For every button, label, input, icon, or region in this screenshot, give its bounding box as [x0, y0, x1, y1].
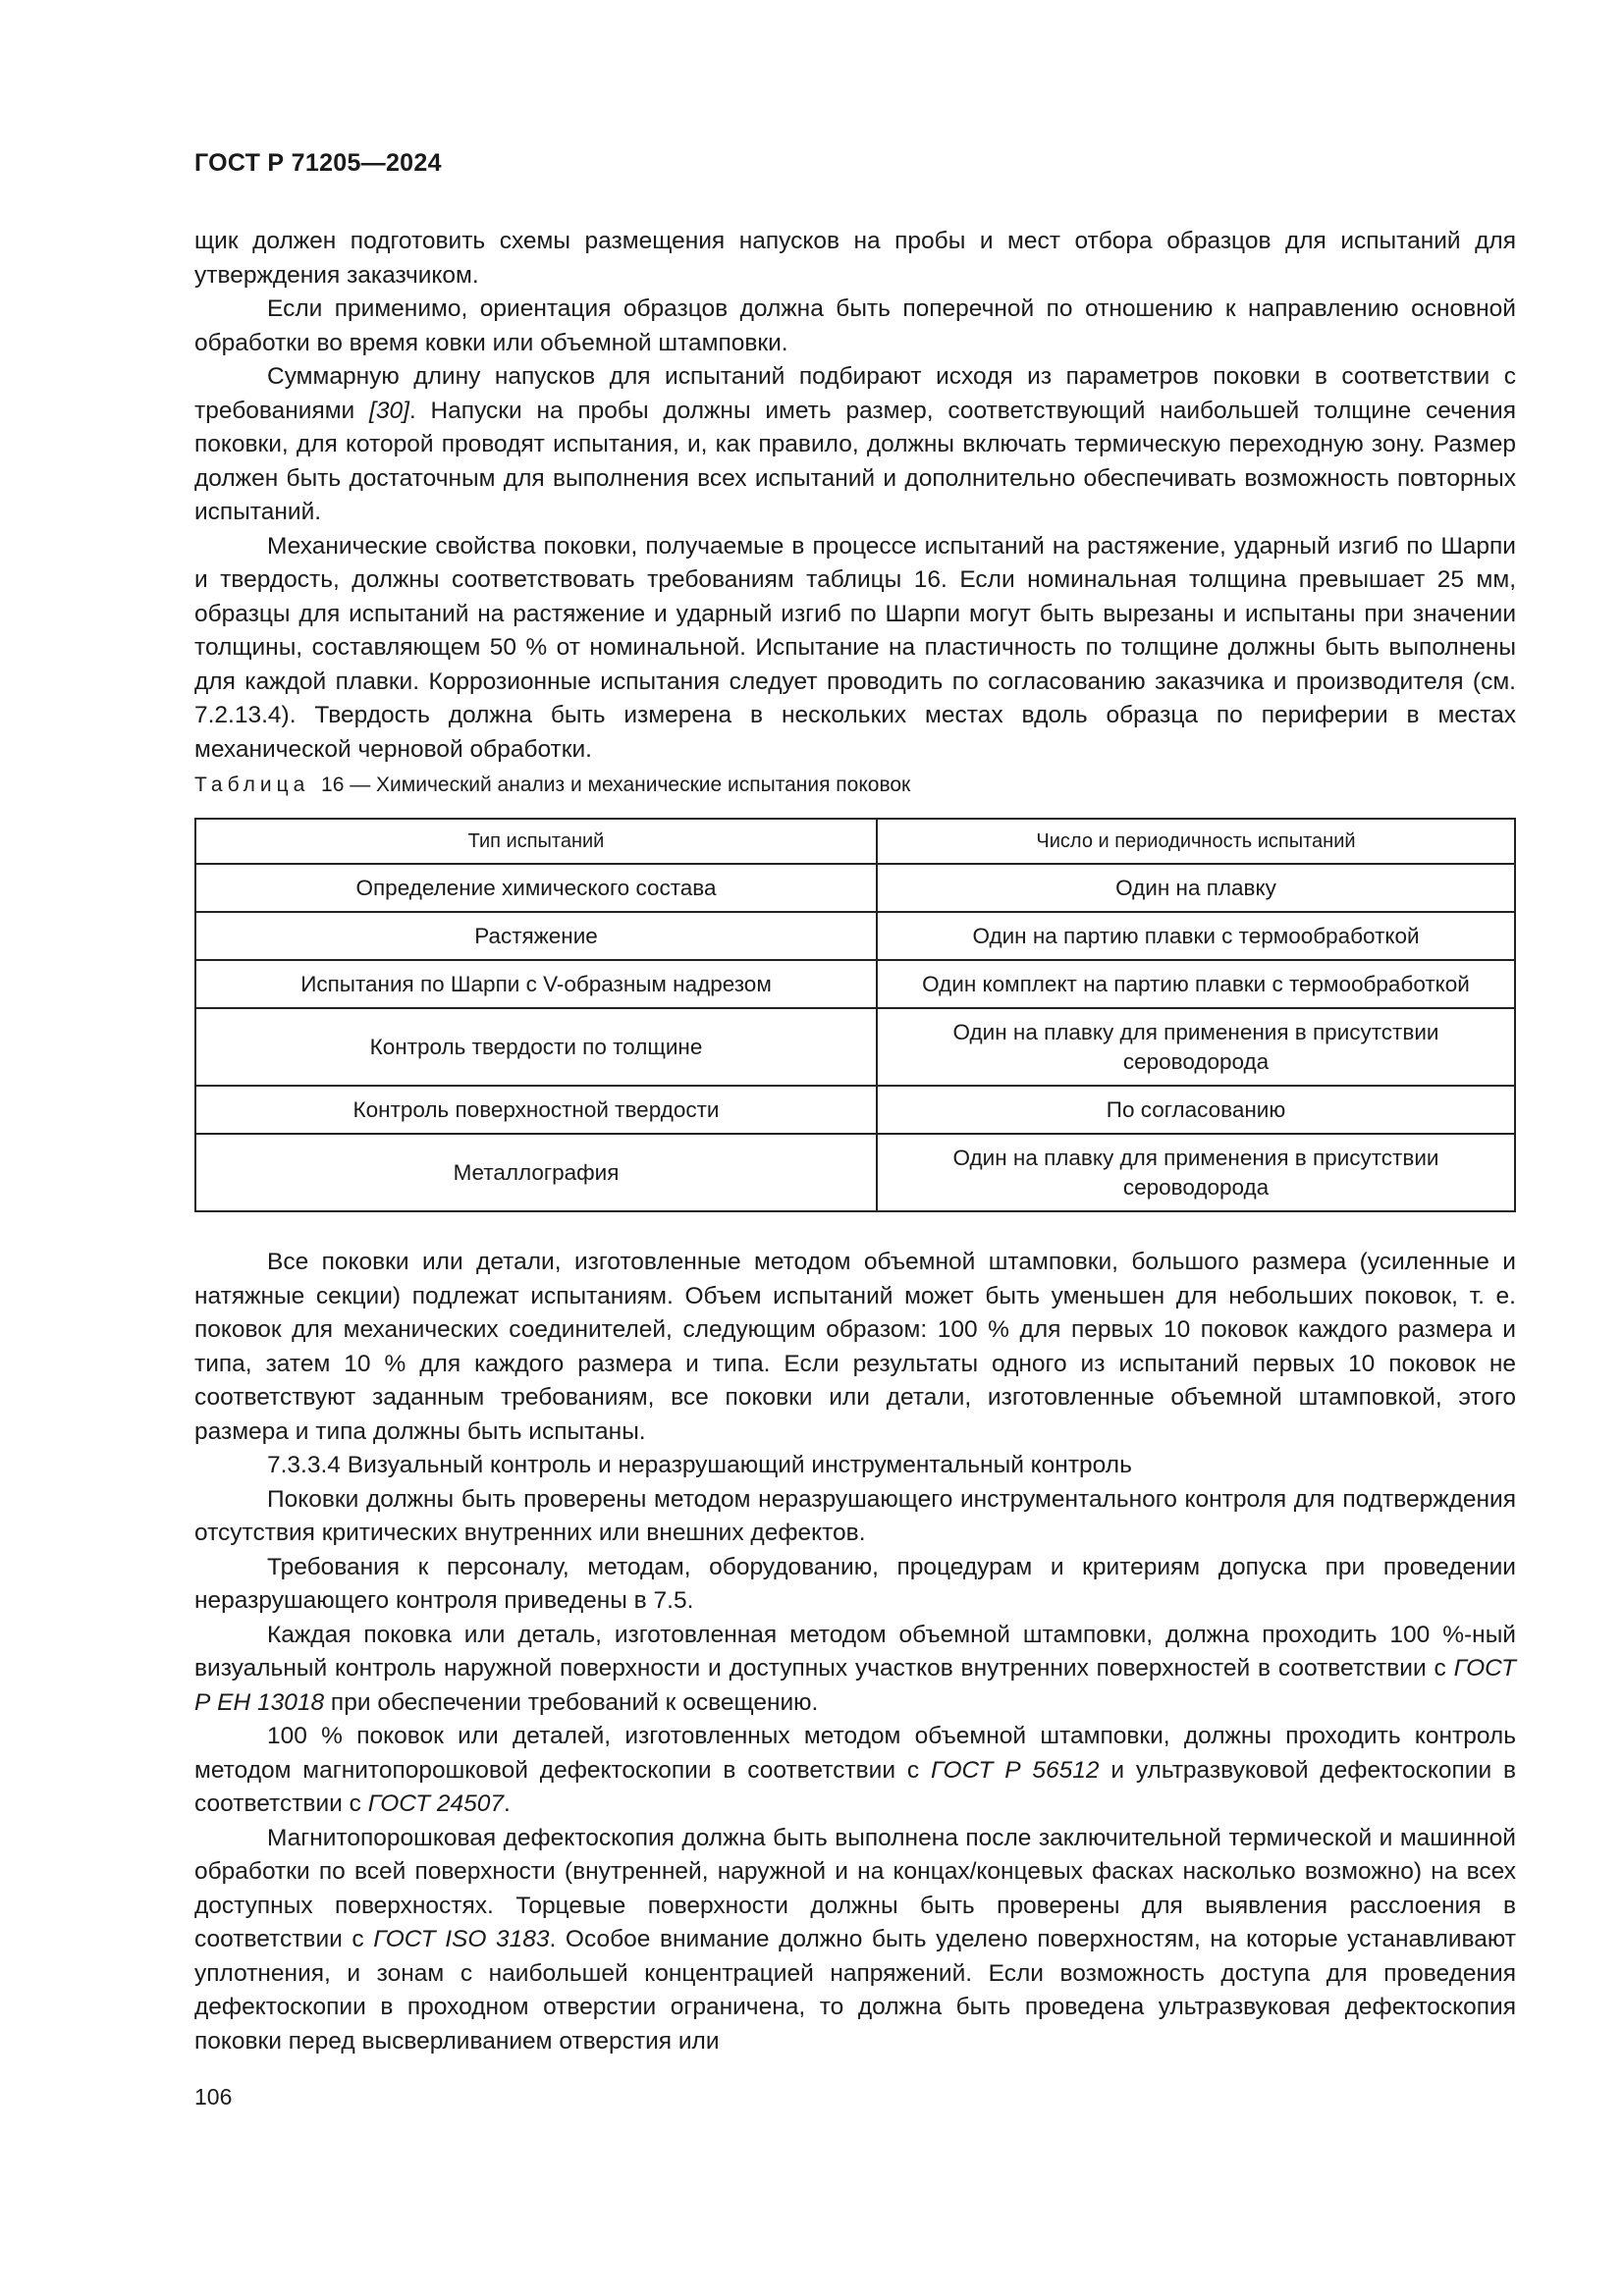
table-cell: Один на плавку для применения в присутствии сероводорода — [877, 1008, 1515, 1086]
table-row — [195, 1086, 1515, 1134]
table-cell: Контроль поверхностной твердости — [195, 1086, 877, 1134]
paragraph: Каждая поковка или деталь, изготовленная методом объемной штамповки, должна проходить 100 %-ный визуальный контроль наружной поверхности и доступных участков внутренних поверхностей в соответствии с ГОСТ Р ЕН 13018 при обеспечении требований к освещению. — [194, 1621, 1516, 1716]
table-header-row — [195, 819, 1515, 864]
table-row — [195, 1008, 1515, 1086]
body-section — [194, 1246, 1516, 2058]
section-heading: 7.3.3.4 Визуальный контроль и неразрушающий инструментальный контроль — [267, 1452, 1132, 1478]
table-header-cell: Число и периодичность испытаний — [877, 819, 1515, 864]
paragraph: щик должен подготовить схемы размещения напусков на пробы и мест отбора образцов для испытаний для утверждения заказчиком. — [194, 228, 1516, 289]
table-cell: Один на плавку для применения в присутствии сероводорода — [877, 1134, 1515, 1211]
reference: ГОСТ Р ЕН 13018 — [194, 1655, 1516, 1716]
table-cell: Один на плавку — [877, 864, 1515, 912]
reference: [30] — [369, 397, 409, 424]
paragraph: Механические свойства поковки, получаемые в процессе испытаний на растяжение, ударный изгиб по Шарпи и твердость, должны соответствовать требованиям таблицы 16. Если номинальная толщина превышает 25 мм, образцы для испытаний на растяжение и ударный изгиб по Шарпи могут быть вырезаны и испытаны при значении толщины, составляющем 50 % от номинальной. Испытание на пластичность по толщине должны быть выполнены для каждой плавки. Коррозионные испытания следует проводить по согласованию заказчика и производителя (см. 7.2.13.4). Твердость должна быть измерена в нескольких местах вдоль образца по периферии в местах механической черновой обработки. — [194, 532, 1516, 763]
table-caption — [194, 774, 910, 797]
paragraph: Поковки должны быть проверены методом неразрушающего инструментального контроля для подтверждения отсутствия критических внутренних или внешних дефектов. — [194, 1485, 1516, 1546]
table-cell: Контроль твердости по толщине — [195, 1008, 877, 1086]
document-header: ГОСТ Р 71205—2024 — [194, 149, 442, 177]
paragraph: Все поковки или детали, изготовленные методом объемной штамповки, большого размера (усиленные и натяжные секции) подлежат испытаниям. Объем испытаний может быть уменьшен для небольших поковок, т. е. поковок для механических соединителей, следующим образом: 100 % для первых 10 поковок каждого размера и типа, затем 10 % для каждого размера и типа. Если результаты одного из испытаний первых 10 поковок не соответствуют заданным требованиям, все поковки или детали, изготовленные объемной штамповкой, этого размера и типа должны быть испытаны. — [194, 1249, 1516, 1445]
paragraph: Если применимо, ориентация образцов должна быть поперечной по отношению к направлению основной обработки во время ковки или объемной штамповки. — [194, 295, 1516, 356]
reference: ГОСТ ISO 3183 — [373, 1926, 550, 1952]
table-row — [195, 960, 1515, 1008]
table-row — [195, 1134, 1515, 1211]
paragraph: Требования к персоналу, методам, оборудованию, процедурам и критериям допуска при проведении неразрушающего контроля приведены в 7.5. — [194, 1553, 1516, 1614]
table-cell: По согласованию — [877, 1086, 1515, 1134]
intro-section — [194, 225, 1516, 767]
table-cell: Определение химического состава — [195, 864, 877, 912]
table-cell: Один комплект на партию плавки с термообработкой — [877, 960, 1515, 1008]
table-row — [195, 912, 1515, 960]
table-cell: Один на партию плавки с термообработкой — [877, 912, 1515, 960]
table-caption-label: Таблица — [194, 774, 310, 796]
table-cell: Растяжение — [195, 912, 877, 960]
paragraph: Суммарную длину напусков для испытаний подбирают исходя из параметров поковки в соответствии с требованиями [30]. Напуски на пробы должны иметь размер, соответствующий наибольшей толщине сечения поковки, для которой проводят испытания, и, как правило, должны включать термическую переходную зону. Размер должен быть достаточным для выполнения всех испытаний и дополнительно обеспечивать возможность повторных испытаний. — [194, 363, 1516, 525]
paragraph: 100 % поковок или деталей, изготовленных методом объемной штамповки, должны проходить контроль методом магнитопорошковой дефектоскопии в соответствии с ГОСТ Р 56512 и ультразвуковой дефектоскопии в соответствии с ГОСТ 24507. — [194, 1723, 1516, 1817]
table-cell: Металлография — [195, 1134, 877, 1211]
table-cell: Испытания по Шарпи с V-образным надрезом — [195, 960, 877, 1008]
table-caption-text: 16 — Химический анализ и механические испытания поковок — [321, 774, 911, 796]
paragraph: Магнитопорошковая дефектоскопия должна быть выполнена после заключительной термической и машинной обработки по всей поверхности (внутренней, наружной и на концах/концевых фасках насколько возможно) на всех доступных поверхностях. Торцевые поверхности должны быть проверены для выявления расслоения в соответствии с ГОСТ ISO 3183. Особое внимание должно быть уделено поверхностям, на которые устанавливают уплотнения, и зонам с наибольшей концентрацией напряжений. Если возможность доступа для проведения дефектоскопии в проходном отверстии ограничена, то должна быть проведена ультразвуковая дефектоскопия поковки перед высверливанием отверстия или — [194, 1824, 1516, 2055]
reference: ГОСТ 24507 — [367, 1790, 505, 1817]
table-row — [195, 864, 1515, 912]
page-number: 106 — [194, 2084, 233, 2109]
table-header-cell: Тип испытаний — [195, 819, 877, 864]
tests-table — [194, 818, 1516, 1212]
reference: ГОСТ Р 56512 — [930, 1756, 1100, 1784]
